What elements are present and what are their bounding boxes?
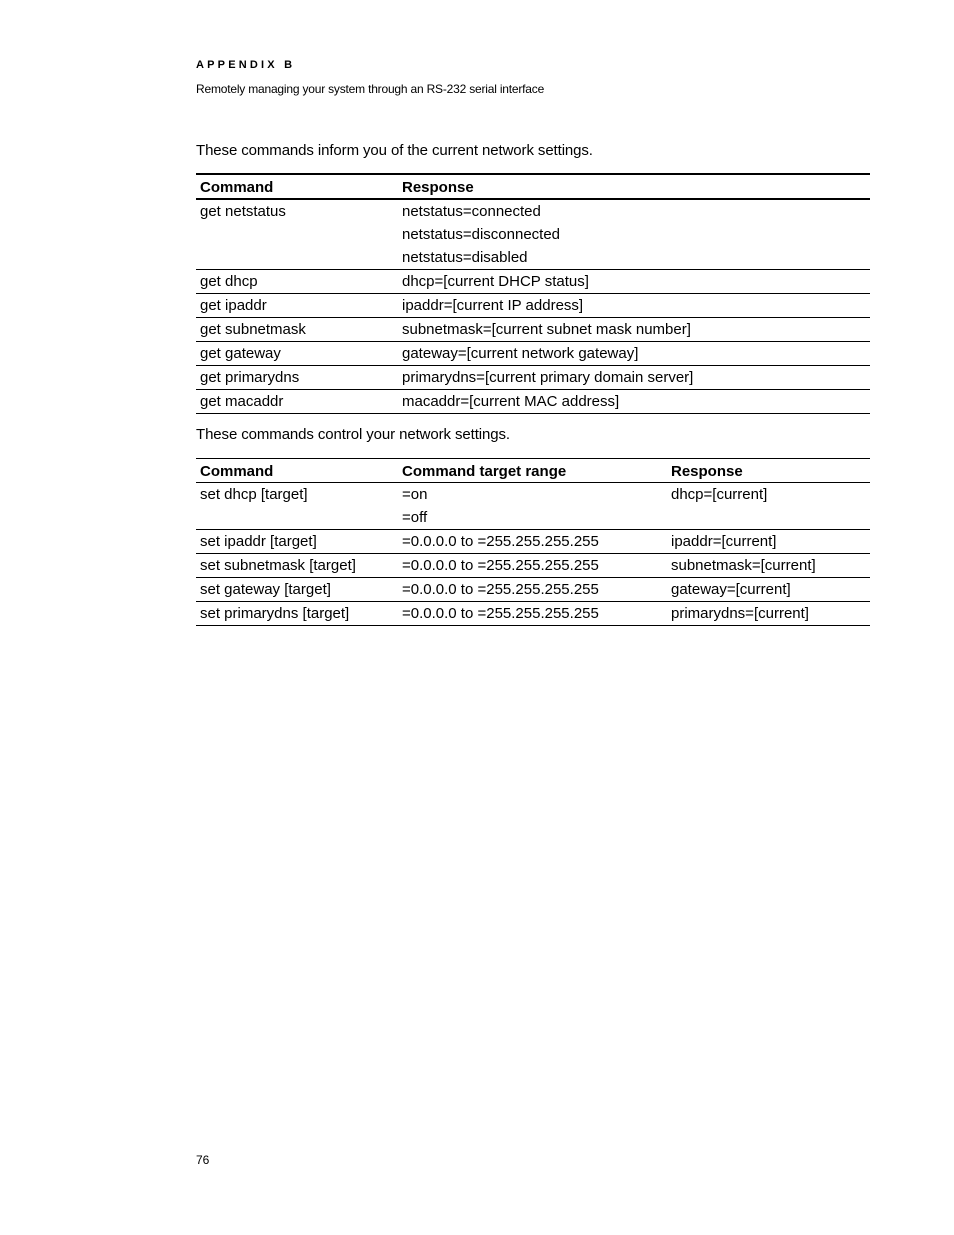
command-cell-line: set gateway [target] <box>200 581 331 598</box>
appendix-heading: APPENDIX B <box>196 59 296 71</box>
response-cell-line: netstatus=connected <box>402 203 541 220</box>
target-range-cell-line: =off <box>402 509 428 526</box>
table-header-row <box>196 174 870 199</box>
get-commands-table <box>196 173 870 414</box>
response-cell-line: dhcp=[current DHCP status] <box>402 273 589 290</box>
set-commands-table <box>196 458 870 626</box>
table-row <box>196 294 870 318</box>
column-header-command: Command <box>200 463 274 480</box>
response-cell-line: gateway=[current] <box>671 581 791 598</box>
response-cell <box>398 199 870 270</box>
response-cell-line: primarydns=[current] <box>671 605 809 622</box>
response-cell-line: gateway=[current network gateway] <box>402 345 639 362</box>
command-cell <box>196 199 398 270</box>
table-row <box>196 530 870 554</box>
response-cell-line: dhcp=[current] <box>671 486 768 503</box>
response-cell-line: ipaddr=[current] <box>671 533 777 550</box>
response-cell <box>667 602 870 626</box>
response-cell <box>667 578 870 602</box>
response-cell <box>398 342 870 366</box>
target-range-cell <box>398 554 667 578</box>
table-row <box>196 390 870 414</box>
command-cell <box>196 342 398 366</box>
table-row <box>196 578 870 602</box>
get-commands-body <box>196 199 870 414</box>
table-row <box>196 199 870 270</box>
command-cell-line: set subnetmask [target] <box>200 557 356 574</box>
table-row <box>196 483 870 530</box>
table-row <box>196 554 870 578</box>
response-cell <box>398 366 870 390</box>
target-range-cell-line: =0.0.0.0 to =255.255.255.255 <box>402 581 599 598</box>
target-range-cell <box>398 530 667 554</box>
command-cell <box>196 390 398 414</box>
target-range-cell <box>398 483 667 530</box>
response-cell-line: ipaddr=[current IP address] <box>402 297 584 314</box>
response-cell <box>398 318 870 342</box>
response-cell <box>667 483 870 530</box>
command-cell-line: set ipaddr [target] <box>200 533 317 550</box>
table-row <box>196 270 870 294</box>
response-cell-line: primarydns=[current primary domain server] <box>402 369 694 386</box>
command-cell-line: get ipaddr <box>200 297 267 314</box>
command-cell <box>196 366 398 390</box>
command-cell-line: set dhcp [target] <box>200 486 308 503</box>
command-cell-line: get macaddr <box>200 393 284 410</box>
target-range-cell-line: =0.0.0.0 to =255.255.255.255 <box>402 533 599 550</box>
response-cell-line: netstatus=disabled <box>402 249 528 266</box>
section1-intro: These commands inform you of the current network settings. <box>196 142 593 159</box>
command-cell-line: get dhcp <box>200 273 258 290</box>
chapter-subtitle: Remotely managing your system through an RS-232 serial interface <box>196 82 545 96</box>
response-cell <box>398 294 870 318</box>
response-cell <box>667 554 870 578</box>
command-cell-line: get subnetmask <box>200 321 306 338</box>
command-cell-line: get primarydns <box>200 369 300 386</box>
column-header-response: Response <box>402 179 474 196</box>
response-cell <box>398 270 870 294</box>
page-number: 76 <box>196 1153 210 1167</box>
set-commands-body <box>196 483 870 626</box>
table-row <box>196 342 870 366</box>
target-range-cell-line: =0.0.0.0 to =255.255.255.255 <box>402 557 599 574</box>
command-cell <box>196 578 398 602</box>
table-row <box>196 318 870 342</box>
command-cell <box>196 318 398 342</box>
column-header-command: Command <box>200 179 274 196</box>
section2-intro: These commands control your network settings. <box>196 426 510 443</box>
table-header-row <box>196 459 870 483</box>
command-cell <box>196 270 398 294</box>
target-range-cell <box>398 578 667 602</box>
target-range-cell-line: =on <box>402 486 428 503</box>
response-cell <box>667 530 870 554</box>
table-row <box>196 366 870 390</box>
command-cell <box>196 554 398 578</box>
command-cell <box>196 530 398 554</box>
column-header-response: Response <box>671 463 743 480</box>
column-header-target-range: Command target range <box>402 463 567 480</box>
response-cell-line: netstatus=disconnected <box>402 226 561 243</box>
command-cell <box>196 602 398 626</box>
response-cell <box>398 390 870 414</box>
target-range-cell-line: =0.0.0.0 to =255.255.255.255 <box>402 605 599 622</box>
command-cell-line: set primarydns [target] <box>200 605 350 622</box>
target-range-cell <box>398 602 667 626</box>
response-cell-line: subnetmask=[current] <box>671 557 816 574</box>
table-row <box>196 602 870 626</box>
command-cell <box>196 294 398 318</box>
command-cell-line: get netstatus <box>200 203 286 220</box>
command-cell-line: get gateway <box>200 345 281 362</box>
command-cell <box>196 483 398 530</box>
response-cell-line: macaddr=[current MAC address] <box>402 393 620 410</box>
response-cell-line: subnetmask=[current subnet mask number] <box>402 321 691 338</box>
